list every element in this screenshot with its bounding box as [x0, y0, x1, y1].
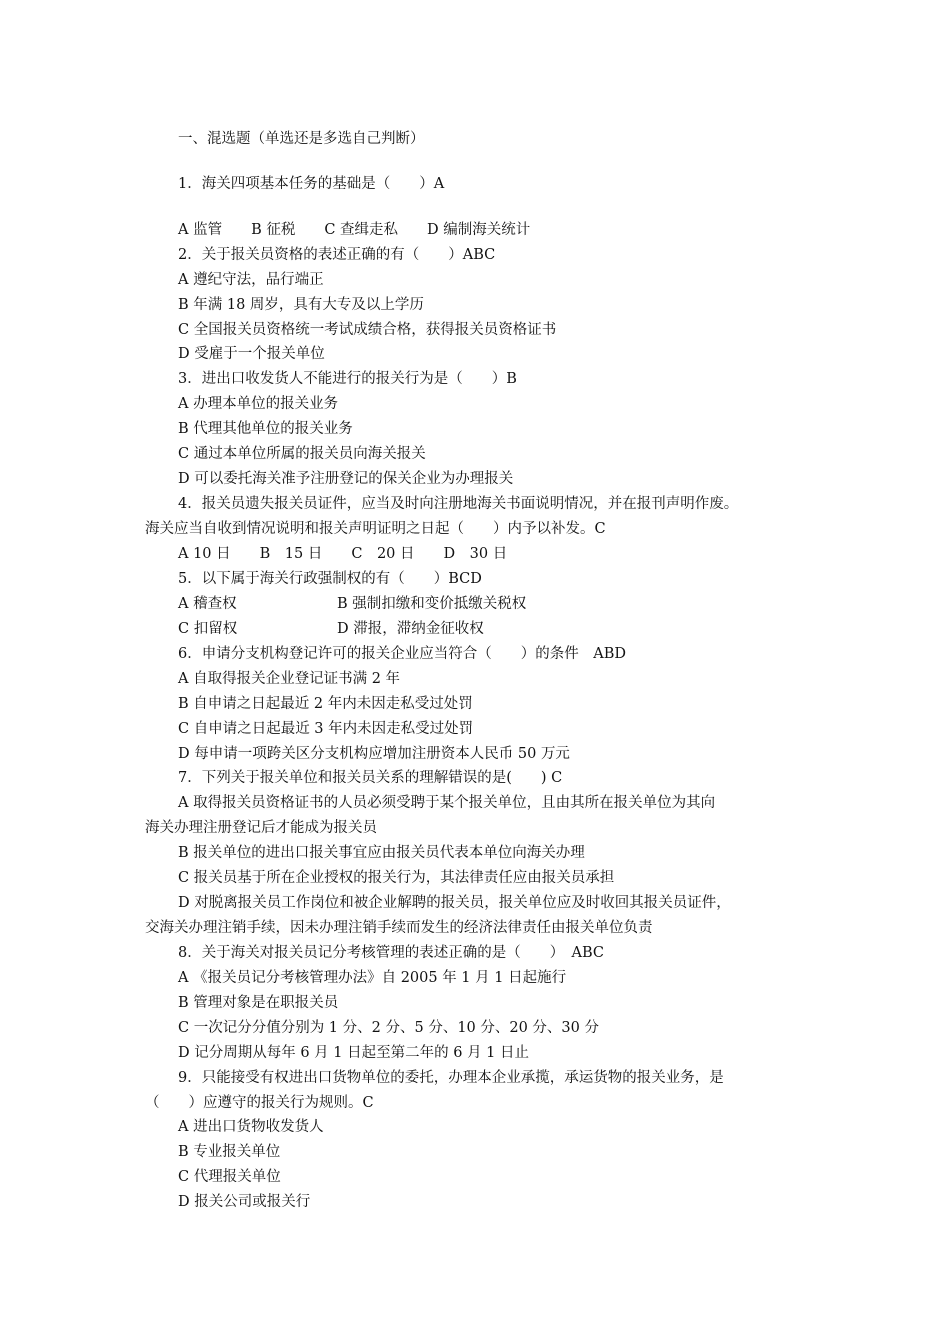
question-4-stem-line1: 4．报关员遗失报关员证件，应当及时向注册地海关书面说明情况，并在报刊声明作废。 [178, 496, 739, 512]
question-7-option-c: C 报关员基于所在企业授权的报关行为，其法律责任应由报关员承担 [178, 870, 615, 886]
question-5-option-d: D 滞报，滞纳金征收权 [337, 621, 484, 637]
question-8-option-b: B 管理对象是在职报关员 [178, 995, 339, 1011]
question-5-options-row1 [178, 594, 527, 614]
question-3-option-b: B 代理其他单位的报关业务 [178, 421, 353, 437]
question-2-option-c: C 全国报关员资格统一考试成绩合格，获得报关员资格证书 [178, 322, 557, 338]
question-9-option-b: B 专业报关单位 [178, 1144, 281, 1160]
question-2-option-b: B 年满 18 周岁，具有大专及以上学历 [178, 297, 424, 313]
question-1-stem: 1．海关四项基本任务的基础是（ ）A [178, 176, 445, 192]
question-3-option-c: C 通过本单位所属的报关员向海关报关 [178, 446, 426, 462]
question-5-stem: 5．以下属于海关行政强制权的有（ ）BCD [178, 571, 482, 587]
section-title: 一、混选题（单选还是多选自己判断） [178, 131, 425, 147]
question-3-option-a: A 办理本单位的报关业务 [178, 396, 339, 412]
question-7-option-b: B 报关单位的进出口报关事宜应由报关员代表本单位向海关办理 [178, 845, 585, 861]
question-7-option-d-line2: 交海关办理注销手续，因未办理注销手续而发生的经济法律责任由报关单位负责 [145, 920, 653, 936]
question-4-stem-line2: 海关应当自收到情况说明和报关声明证明之日起（ ）内予以补发。C [145, 521, 606, 537]
question-2-option-d: D 受雇于一个报关单位 [178, 346, 325, 362]
question-6-option-b: B 自申请之日起最近 2 年内未因走私受过处罚 [178, 696, 473, 712]
question-9-option-d: D 报关公司或报关行 [178, 1194, 311, 1210]
question-6-stem: 6．申请分支机构登记许可的报关企业应当符合（ ）的条件 ABD [178, 646, 626, 662]
question-7-option-d-line1: D 对脱离报关员工作岗位和被企业解聘的报关员，报关单位应及时收回其报关员证件， [178, 895, 731, 911]
question-5-option-a: A 稽查权 [178, 596, 237, 612]
question-4-options: A 10 日 B 15 日 C 20 日 D 30 日 [178, 546, 508, 562]
question-6-option-c: C 自申请之日起最近 3 年内未因走私受过处罚 [178, 721, 474, 737]
question-8-option-a: A 《报关员记分考核管理办法》自 2005 年 1 月 1 日起施行 [178, 970, 567, 986]
question-2-option-a: A 遵纪守法，品行端正 [178, 272, 324, 288]
question-7-stem: 7．下列关于报关单位和报关员关系的理解错误的是( ) C [178, 770, 563, 786]
question-7-option-a-line2: 海关办理注册登记后才能成为报关员 [145, 820, 377, 836]
question-9-option-c: C 代理报关单位 [178, 1169, 281, 1185]
question-9-stem-line1: 9．只能接受有权进出口货物单位的委托，办理本企业承揽，承运货物的报关业务，是 [178, 1070, 724, 1086]
question-3-stem: 3．进出口收发货人不能进行的报关行为是（ ）B [178, 371, 517, 387]
question-8-stem: 8．关于海关对报关员记分考核管理的表述正确的是（ ） ABC [178, 945, 604, 961]
question-5-option-b: B 强制扣缴和变价抵缴关税权 [337, 596, 527, 612]
question-2-stem: 2．关于报关员资格的表述正确的有（ ）ABC [178, 247, 496, 263]
question-6-option-d: D 每申请一项跨关区分支机构应增加注册资本人民币 50 万元 [178, 746, 570, 762]
question-9-option-a: A 进出口货物收发货人 [178, 1119, 324, 1135]
question-3-option-d: D 可以委托海关准予注册登记的保关企业为办理报关 [178, 471, 514, 487]
question-7-option-a-line1: A 取得报关员资格证书的人员必须受聘于某个报关单位，且由其所在报关单位为其向 [178, 795, 716, 811]
question-9-stem-line2: （ ）应遵守的报关行为规则。C [145, 1095, 374, 1111]
question-5-option-c: C 扣留权 [178, 621, 238, 637]
question-8-option-c: C 一次记分分值分别为 1 分、2 分、5 分、10 分、20 分、30 分 [178, 1020, 599, 1036]
question-6-option-a: A 自取得报关企业登记证书满 2 年 [178, 671, 401, 687]
question-1-options: A 监管 B 征税 C 查缉走私 D 编制海关统计 [178, 222, 531, 238]
question-5-options-row2 [178, 619, 484, 639]
question-8-option-d: D 记分周期从每年 6 月 1 日起至第二年的 6 月 1 日止 [178, 1045, 530, 1061]
